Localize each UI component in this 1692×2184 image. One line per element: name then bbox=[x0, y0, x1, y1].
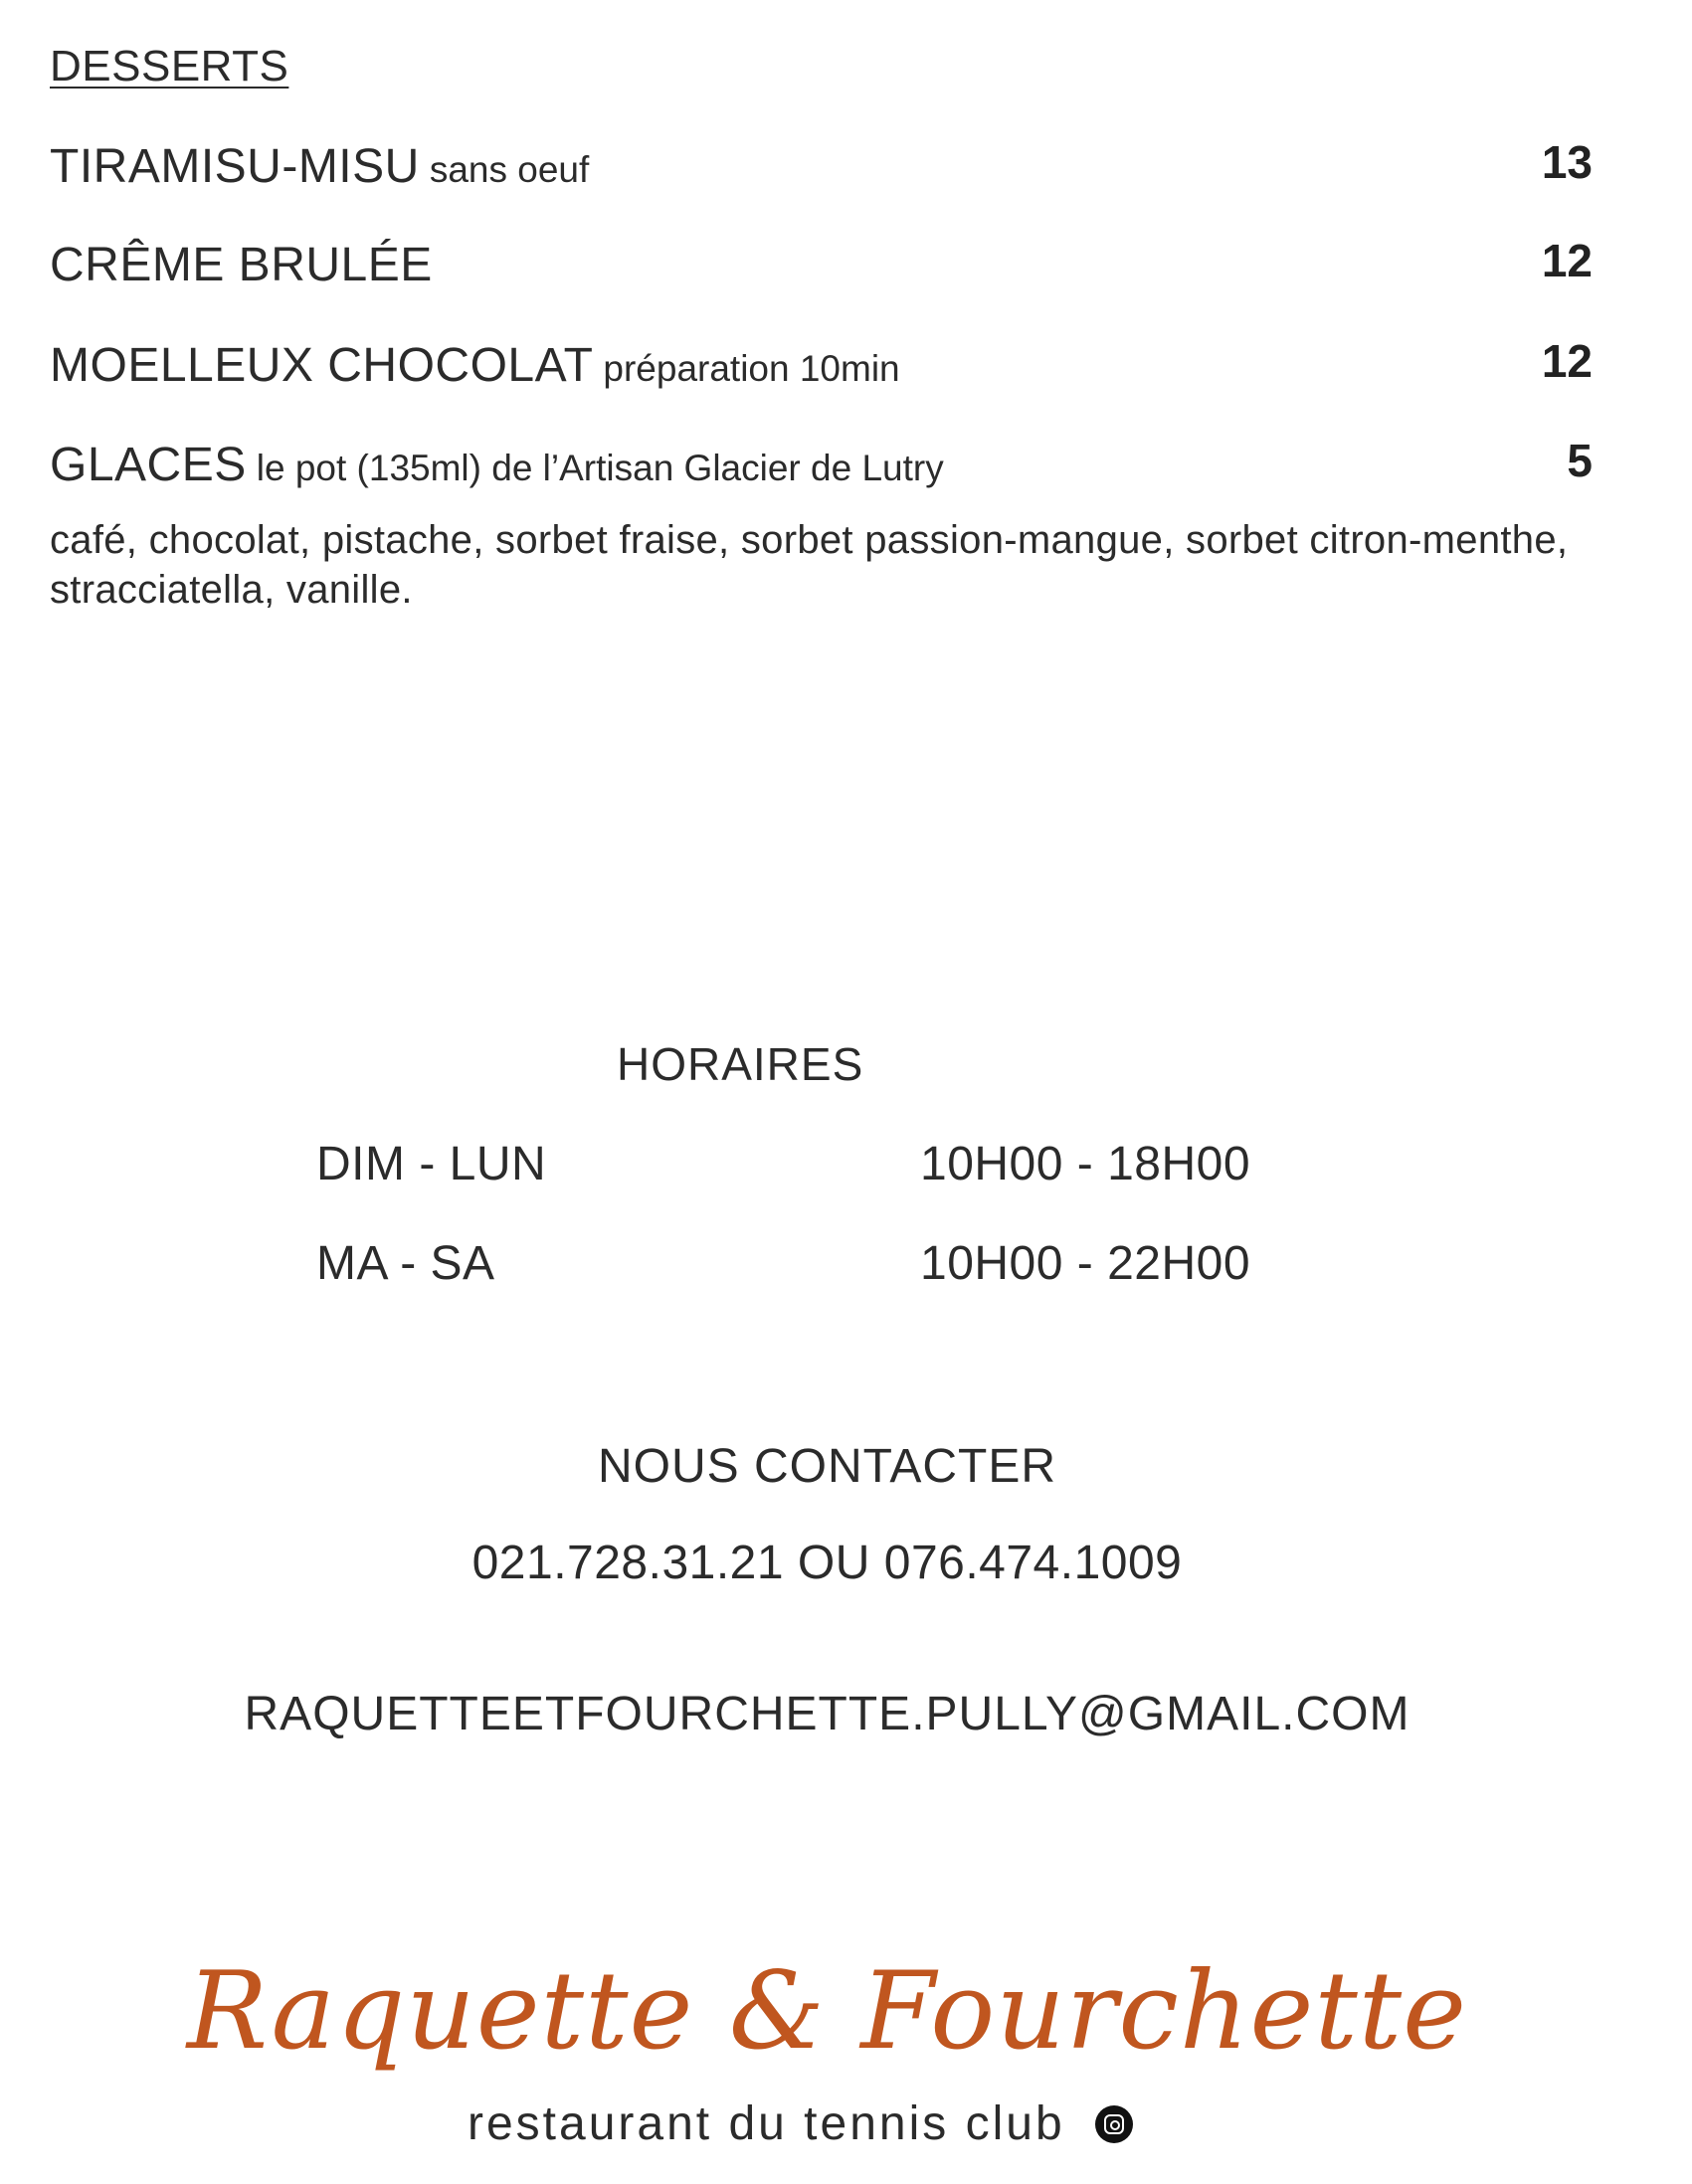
menu-item-price: 12 bbox=[1541, 335, 1593, 387]
brand-logo: Raquette & Fourchette bbox=[186, 1949, 1468, 2074]
menu-item bbox=[50, 335, 1642, 398]
menu-item bbox=[50, 435, 1642, 497]
hours-days: MA - SA bbox=[316, 1237, 495, 1290]
phone-numbers: 021.728.31.21 OU 076.474.1009 bbox=[471, 1537, 1183, 1589]
menu-item-note: sans oeuf bbox=[429, 149, 590, 190]
menu-item-name: MOELLEUX CHOCOLAT bbox=[50, 339, 594, 392]
menu-item bbox=[50, 235, 1642, 297]
desserts-title: DESSERTS bbox=[50, 42, 289, 91]
ice-cream-flavors: café, chocolat, pistache, sorbet fraise, sorbet passion-mangue, sorbet citron-menthe, stracciatella, vanille. bbox=[50, 518, 1569, 612]
hours-title: HORAIRES bbox=[617, 1038, 864, 1090]
menu-item-note: préparation 10min bbox=[603, 348, 900, 389]
menu-item-price: 13 bbox=[1541, 136, 1593, 188]
email-address: RAQUETTEETFOURCHETTE.PULLY@GMAIL.COM bbox=[244, 1688, 1410, 1740]
brand-tagline-row bbox=[468, 2096, 1133, 2151]
menu-item-name: CRÊME BRULÉE bbox=[50, 239, 433, 291]
instagram-icon[interactable] bbox=[1095, 2105, 1133, 2143]
menu-item-name: TIRAMISU-MISU bbox=[50, 140, 420, 193]
menu-item-price: 12 bbox=[1541, 235, 1593, 286]
menu-item-name: GLACES bbox=[50, 439, 247, 491]
hours-row bbox=[0, 1137, 1692, 1196]
contact-title: NOUS CONTACTER bbox=[597, 1440, 1057, 1493]
hours-time: 10H00 - 22H00 bbox=[920, 1237, 1251, 1290]
menu-item-price: 5 bbox=[1567, 435, 1593, 486]
hours-days: DIM - LUN bbox=[316, 1138, 547, 1190]
menu-item-note: le pot (135ml) de l’Artisan Glacier de Lutry bbox=[256, 448, 944, 488]
hours-row bbox=[0, 1236, 1692, 1296]
brand-tagline: restaurant du tennis club bbox=[468, 2097, 1065, 2150]
menu-item bbox=[50, 136, 1642, 199]
hours-time: 10H00 - 18H00 bbox=[920, 1138, 1251, 1190]
